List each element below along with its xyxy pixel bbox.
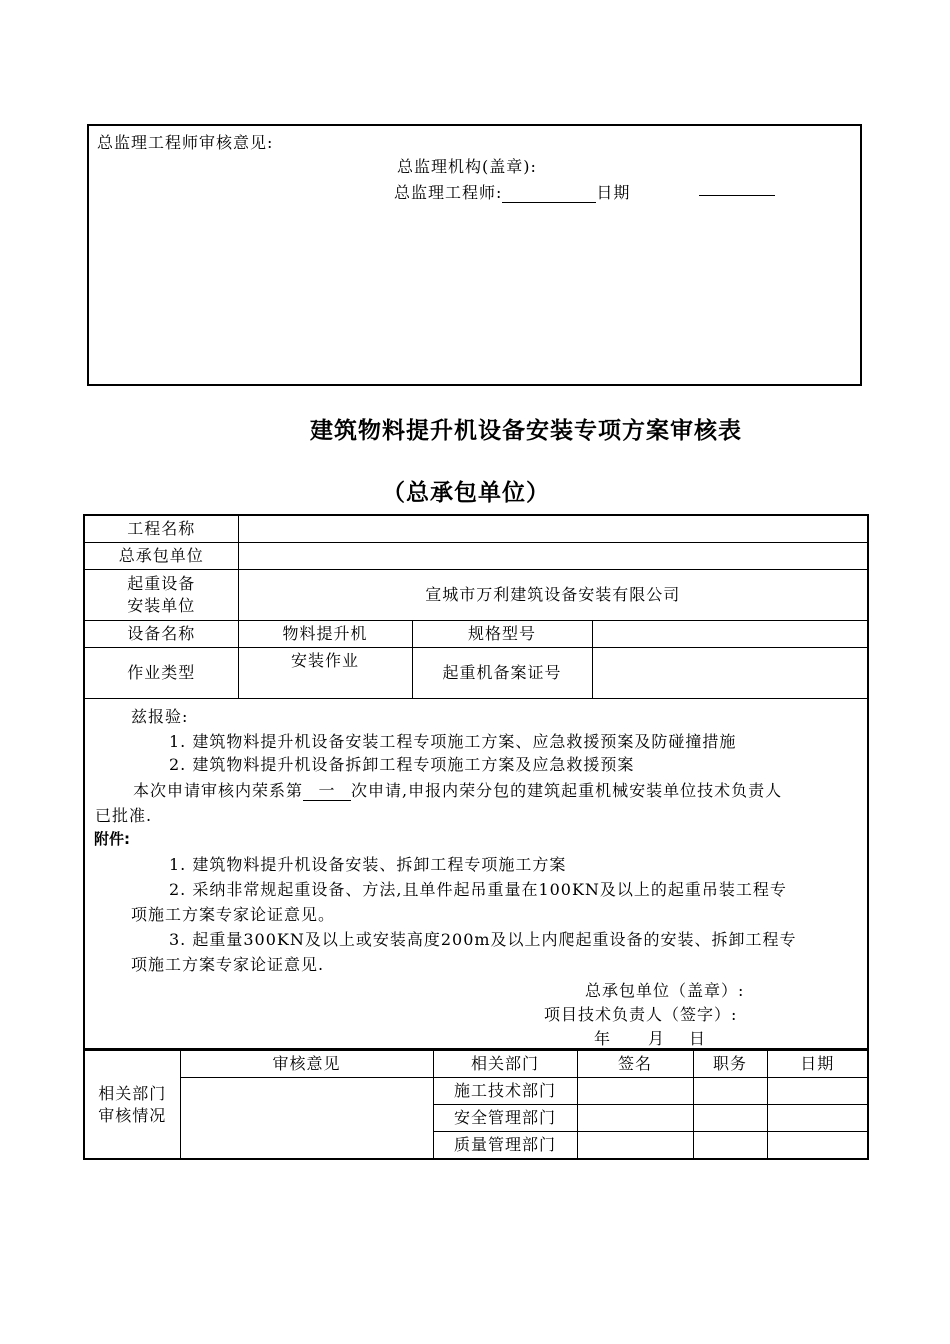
department-review-table <box>83 1049 869 1160</box>
date-header: 日期 <box>767 1050 868 1078</box>
engineer-label: 总监理工程师: <box>394 183 503 202</box>
position-cell[interactable] <box>693 1132 767 1160</box>
application-count-value[interactable]: 一 <box>303 782 351 801</box>
intro-text: 兹报验: <box>131 707 189 726</box>
submission-item-1: 1. 建筑物料提升机设备安装工程专项施工方案、应急救援预案及防碰撞措施 <box>169 732 737 751</box>
attachments-label: 附件: <box>94 830 130 848</box>
equipment-name-value[interactable]: 物料提升机 <box>238 621 412 648</box>
installer-label-line2: 安装单位 <box>127 596 196 615</box>
contractor-value[interactable] <box>238 543 868 570</box>
contractor-seal-label: 总承包单位（盖章）: <box>585 981 745 1000</box>
project-name-label: 工程名称 <box>84 515 238 543</box>
application-count-suffix: 次申请,申报内荣分包的建筑起重机械安装单位技术负责人 <box>351 781 783 800</box>
attachment-item-1: 1. 建筑物料提升机设备安装、拆卸工程专项施工方案 <box>169 855 567 874</box>
signature-header: 签名 <box>577 1050 693 1078</box>
department-cell: 施工技术部门 <box>433 1078 577 1105</box>
contractor-label: 总承包单位 <box>84 543 238 570</box>
position-cell[interactable] <box>693 1105 767 1132</box>
filing-no-label: 起重机备案证号 <box>412 648 592 699</box>
dept-side-label-line2: 审核情况 <box>98 1105 167 1125</box>
work-type-value[interactable]: 安装作业 <box>238 648 412 699</box>
dept-side-label-line1: 相关部门 <box>98 1083 167 1103</box>
department-header: 相关部门 <box>433 1050 577 1078</box>
attachment-item-2-line2: 项施工方案专家论证意见。 <box>131 905 336 924</box>
approved-text: 已批准. <box>95 806 153 825</box>
department-cell: 安全管理部门 <box>433 1105 577 1132</box>
signature-cell[interactable] <box>577 1132 693 1160</box>
supervisor-review-label: 总监理工程师审核意见: <box>97 133 274 152</box>
application-count-prefix: 本次申请审核内荣系第 <box>133 781 304 800</box>
date-year-label: 年 <box>594 1029 612 1048</box>
date-cell[interactable] <box>767 1132 868 1160</box>
agency-seal-label: 总监理机构(盖章): <box>397 157 537 176</box>
date-label: 日期 <box>596 183 631 202</box>
installer-value[interactable]: 宣城市万利建筑设备安装有限公司 <box>238 570 868 621</box>
work-type-label: 作业类型 <box>84 648 238 699</box>
engineer-signature-row <box>394 180 630 203</box>
engineer-signature-line[interactable] <box>502 185 596 203</box>
date-cell[interactable] <box>767 1078 868 1105</box>
application-count-line <box>133 778 782 801</box>
signature-cell[interactable] <box>577 1105 693 1132</box>
submission-item-2: 2. 建筑物料提升机设备拆卸工程专项施工方案及应急救援预案 <box>169 755 635 774</box>
date-line[interactable] <box>699 195 775 196</box>
project-name-value[interactable] <box>238 515 868 543</box>
opinion-header: 审核意见 <box>180 1050 433 1078</box>
tech-head-signature-label: 项目技术负责人（签字）: <box>544 1005 738 1024</box>
department-cell: 质量管理部门 <box>433 1132 577 1160</box>
signature-cell[interactable] <box>577 1078 693 1105</box>
date-day-label: 日 <box>689 1029 707 1048</box>
form-subtitle: （总承包单位） <box>382 480 550 506</box>
attachment-item-2-line1: 2. 采纳非常规起重设备、方法,且单件起吊重量在100KN及以上的起重吊装工程专 <box>169 880 787 899</box>
date-month-label: 月 <box>648 1029 666 1048</box>
position-cell[interactable] <box>693 1078 767 1105</box>
attachment-item-3-line1: 3. 起重量300KN及以上或安装高度200m及以上内爬起重设备的安装、拆卸工程专 <box>169 930 797 949</box>
dept-side-label <box>84 1050 180 1159</box>
opinion-cell[interactable] <box>180 1078 433 1160</box>
equipment-name-label: 设备名称 <box>84 621 238 648</box>
installer-label-line1: 起重设备 <box>127 574 196 593</box>
attachment-item-3-line2: 项施工方案专家论证意见. <box>131 955 325 974</box>
spec-label: 规格型号 <box>412 621 592 648</box>
date-cell[interactable] <box>767 1105 868 1132</box>
installer-label <box>84 570 238 621</box>
filing-no-value[interactable] <box>592 648 868 699</box>
spec-value[interactable] <box>592 621 868 648</box>
form-title: 建筑物料提升机设备安装专项方案审核表 <box>310 418 742 444</box>
position-header: 职务 <box>693 1050 767 1078</box>
